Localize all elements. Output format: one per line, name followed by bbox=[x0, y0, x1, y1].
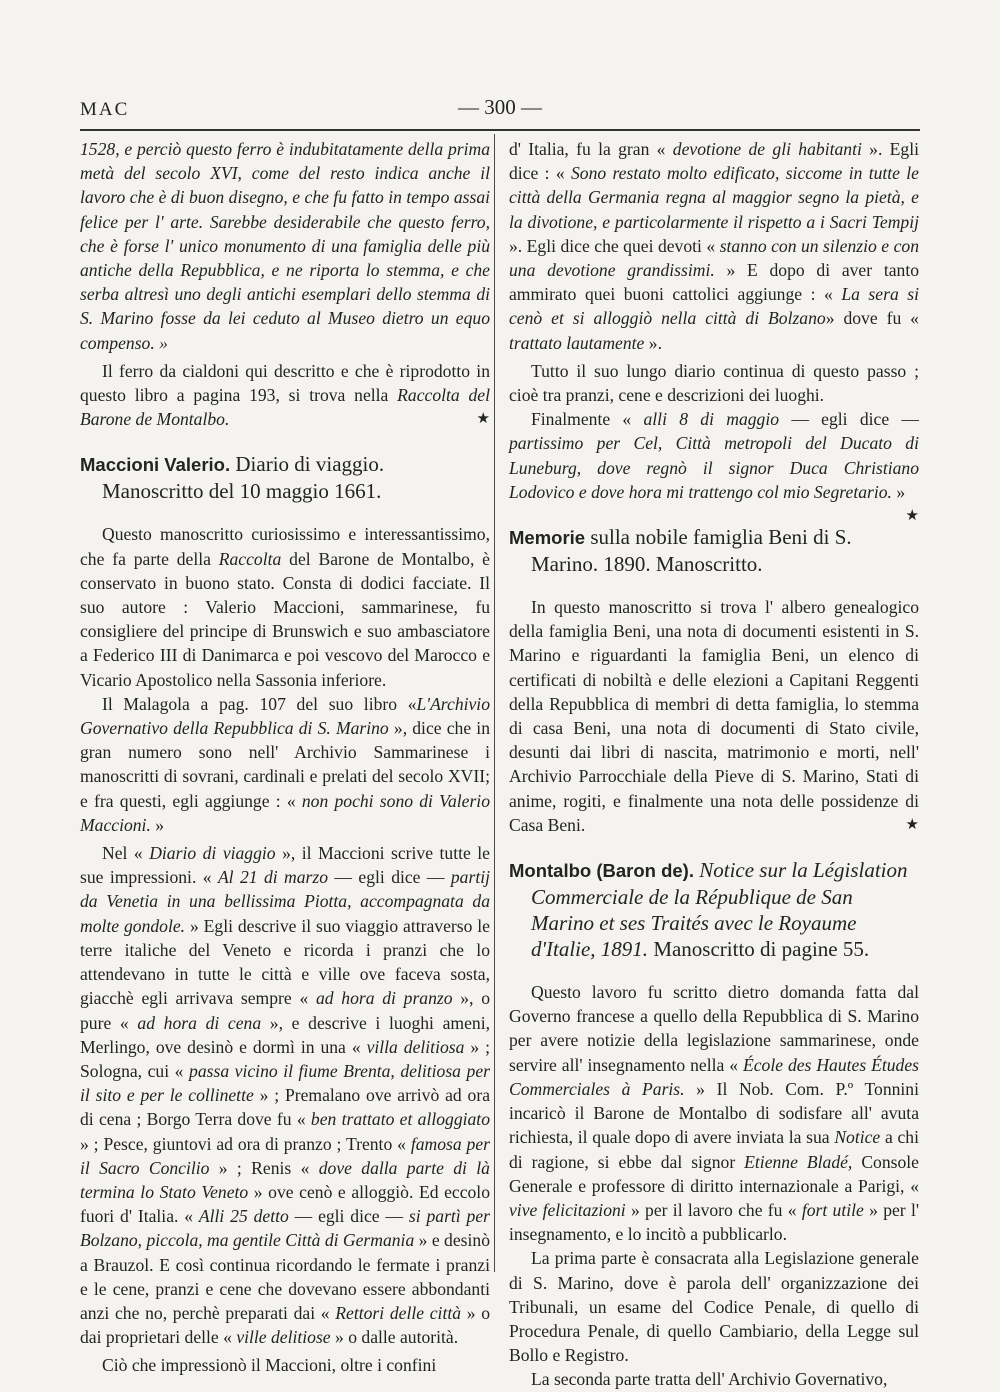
column-divider bbox=[494, 134, 495, 1272]
entry-paragraph: d' Italia, fu la gran « devotione de gli habitanti ». Egli dice : « Sono restato molto edificato, siccome in tutte le città della Germania regna al maggior segno la pietà, e la divotione, e particolarmente il rispetto a i Sacri Tempij ». Egli dice che quei devoti « stanno con un silenzio e con una devotione grandissimi. » E dopo di aver tanto ammirato quei buoni cattolici aggiunge : « La sera si cenò et si alloggiò nella città di Bolzano» dove fu « trattato lautamente ». bbox=[509, 139, 920, 353]
entry-title-note: Manoscritto di pagine 55. bbox=[648, 937, 870, 962]
entry-paragraph: Nel « Diario di viaggio », il Maccioni scrive tutte le sue impressioni. « Al 21 di marzo — egli dice — partij da Venetia in una bellissima Piotta, accompagnata da molte gondole. » Egli descrive il suo viaggio attraverso le terre italiche del Veneto e ricorda i pranzi che lo attendevano in tutte le città e ville ove faceva sosta, giacchè egli arrivava sempre « ad hora di pranzo », o pure « ad hora di cena », e descrive i luoghi ameni, Merlingo, ove desinò e dormì in una « villa delitiosa » ; Sologna, cui « passa vicino il fiume Brenta, delitiosa per il sito e per le collinette » ; Premalano ove arrivò ad ora di cena ; Borgo Terra dove fu « ben trattato et alloggiato » ; Pesce, giuntovi ad ora di pranzo ; Trento « famosa per il Sacro Concilio » ; Renis « dove dalla parte di là termina lo Stato Veneto » ove cenò e alloggiò. Ed eccolo fuori d' Italia. « Alli 25 detto — egli dice — si partì per Bolzano, piccola, ma gentile Città di Germania » e desinò a Brauzol. E così continua ricordando le fermate i pranzi e le cene, pranzi e cene che dovevano essere abbondanti anzi che no, perchè preparati dai « Rettori delle città » o dai proprietari delle « ville delitiose » o dalle autorità. bbox=[80, 843, 491, 1348]
entry-title: Diario di viaggio. Manoscritto del 10 maggio 1661. bbox=[102, 452, 385, 504]
entry-heading-maccioni bbox=[80, 451, 490, 504]
entry-author: Montalbo (Baron de). bbox=[509, 860, 694, 882]
entry-paragraph: Ciò che impressionò il Maccioni, oltre i confini bbox=[102, 1355, 437, 1376]
entry-author: Maccioni Valerio. bbox=[80, 454, 231, 476]
entry-title: sulla nobile famiglia Beni di S. Marino. 1890. Manoscritto. bbox=[531, 525, 852, 577]
entry-paragraph: Finalmente « alli 8 di maggio — egli dice — partissimo per Cel, Città metropoli del Ducato di Luneburg, dove regnò il signor Duca Christiano Lodovico e dove hora mi trattengo col mio Segretario. » ★ bbox=[509, 407, 919, 504]
left-column bbox=[80, 137, 490, 1378]
entry-paragraph: Tutto il suo lungo diario continua di questo passo ; cioè tra pranzi, cene e descrizioni dei luoghi. bbox=[509, 360, 919, 406]
star-icon: ★ bbox=[905, 508, 919, 525]
entry-author: Memorie bbox=[509, 527, 586, 549]
entry-paragraph: In questo manoscritto si trova l' albero genealogico della famiglia Beni, una nota di documenti esistenti in S. Marino e riguardanti la famiglia Beni, un elenco di certificati di nobiltà e delle elezioni a Capitani Reggenti della Repubblica di membri di detta famiglia, lo stemma di casa Beni, una nota di documenti di Stato civile, desunti dai libri di nascita, matrimonio e morti, nell' Archivio Parrocchiale della Pieve di S. Marino, Stati di anime, rogiti, e finalmente una nota delle possidenze di Casa Beni. ★ bbox=[509, 597, 919, 835]
star-icon: ★ bbox=[476, 411, 490, 428]
entry-paragraph: Il Malagola a pag. 107 del suo libro «L'Archivio Governativo della Repubblica di S. Marino », dice che in gran numero sono nell' Archivio Sammarinese i manoscritti di sovrani, cardinali e prelati del secolo XVII; e fra questi, egli aggiunge : « non pochi sono di Valerio Maccioni. » bbox=[80, 693, 490, 835]
page-number: — 300 — bbox=[458, 95, 542, 119]
entry-heading-memorie bbox=[509, 524, 919, 577]
star-icon: ★ bbox=[905, 816, 919, 833]
right-column bbox=[509, 137, 919, 1392]
note-paragraph: Il ferro da cialdoni qui descritto e che è riprodotto in questo libro a pagina 193, si trova nella Raccolta del Barone de Montalbo. ★ bbox=[80, 360, 491, 430]
entry-paragraph: Questo lavoro fu scritto dietro domanda fatta dal Governo francese a quello della Repubblica di S. Marino per avere notizie della legislazione sammarinese, onde servire all' insegnamento nella « École des Hautes Études Commerciales à Paris. » Il Nob. Com. P.º Tonnini incaricò il Barone de Montalbo di sodisfare all' avuta richiesta, il quale dopo di avere inviata la sua Notice a chi di ragione, si ebbe dal signor Etienne Bladé, Console Generale e professore di diritto internazionale a Parigi, « vive felicitazioni » per il lavoro che fu « fort utile » per l' insegnamento, e lo incitò a pubblicarlo. bbox=[509, 982, 920, 1245]
entry-title: Notice sur la Législation Commerciale de la République de San Marino et ses Traités avec le Royaume d'Italie, 1891. bbox=[531, 858, 908, 962]
running-header bbox=[80, 95, 920, 125]
section-label: MAC bbox=[80, 99, 130, 120]
entry-paragraph: La prima parte è consacrata alla Legislazione generale di S. Marino, dove è parola dell' organizzazione dei Tribunali, un esame del Codice Penale, di quello di Procedura Penale, di quello Cambiario, della Legge sul Bollo e Registro. bbox=[509, 1248, 919, 1366]
entry-paragraph: La seconda parte tratta dell' Archivio Governativo, bbox=[531, 1369, 888, 1390]
quotation-continued: 1528, e perciò questo ferro è indubitatamente della prima metà del secolo XVI, come del resto indica anche il lavoro che è di buon disegno, e che fu fatto in tempo assai felice per l' arte. Sarebbe desiderabile che questo ferro, che è forse l' unico monumento di una famiglia delle più antiche della Repubblica, e ne riporta lo stemma, e che serba altresì uno degli antichi esemplari dello stemma di S. Marino fosse da lei ceduto al Museo dietro un equo compenso. » bbox=[80, 139, 490, 353]
entry-heading-montalbo bbox=[509, 857, 919, 962]
header-rule bbox=[80, 129, 920, 131]
entry-paragraph: Questo manoscritto curiosissimo e interessantissimo, che fa parte della Raccolta del Barone de Montalbo, è conservato in buono stato. Consta di dodici facciate. Il suo autore : Valerio Maccioni, sammarinese, fu consigliere del principe di Brunswich e suo ambasciatore a Federico III di Danimarca e poi vescovo del Marocco e Vicario Apostolico nella Sassonia inferiore. bbox=[80, 524, 490, 690]
